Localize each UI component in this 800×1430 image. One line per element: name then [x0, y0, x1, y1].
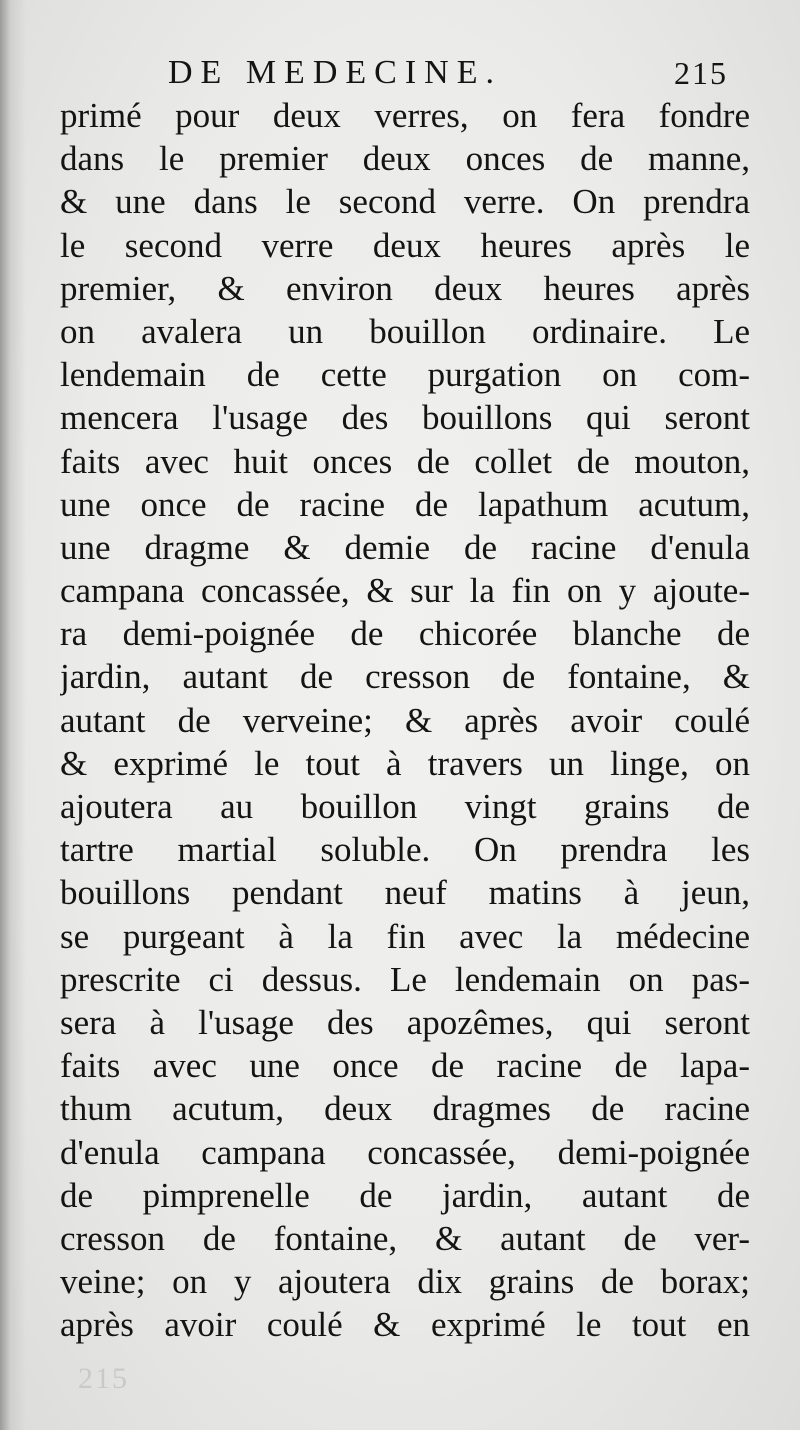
text-line: tartre martial soluble. On prendra les — [60, 830, 750, 870]
text-line: dans le premier deux onces de manne, — [60, 139, 750, 179]
text-line: faits avec huit onces de collet de mouton, — [60, 441, 750, 481]
text-line: bouillons pendant neuf matins à jeun, — [60, 873, 750, 913]
running-title: DE MEDECINE. — [168, 54, 502, 91]
text-line: mencera l'usage des bouillons qui seront — [60, 398, 750, 438]
text-line: & exprimé le tout à travers un linge, on — [60, 743, 750, 783]
show-through-text: 215 — [78, 1362, 129, 1395]
text-line: cresson de fontaine, & autant de ver- — [60, 1218, 750, 1258]
text-line: se purgeant à la fin avec la médecine — [60, 916, 750, 956]
text-line: veine; on y ajoutera dix grains de borax; — [60, 1262, 750, 1302]
text-line: on avalera un bouillon ordinaire. Le — [60, 311, 750, 351]
text-line: & une dans le second verre. On prendra — [60, 182, 750, 222]
text-line: prescrite ci dessus. Le lendemain on pas- — [60, 959, 750, 999]
body-text — [60, 94, 750, 1346]
text-line: de pimprenelle de jardin, autant de — [60, 1175, 750, 1215]
text-line: une dragme & demie de racine d'enula — [60, 527, 750, 567]
text-line: faits avec une once de racine de lapa- — [60, 1046, 750, 1086]
page-number: 215 — [674, 55, 728, 91]
text-line: primé pour deux verres, on fera fondre — [60, 96, 750, 135]
text-line: après avoir coulé & exprimé le tout en — [60, 1305, 750, 1345]
text-line: le second verre deux heures après le — [60, 225, 750, 265]
text-line: premier, & environ deux heures après — [60, 268, 750, 308]
text-line: campana concassée, & sur la fin on y ajoute- — [60, 571, 750, 611]
text-line: ra demi-poignée de chicorée blanche de — [60, 614, 750, 654]
text-line: thum acutum, deux dragmes de racine — [60, 1089, 750, 1129]
text-line: lendemain de cette purgation on com- — [60, 355, 750, 395]
text-line: une once de racine de lapathum acutum, — [60, 484, 750, 524]
text-line: sera à l'usage des apozêmes, qui seront — [60, 1002, 750, 1042]
text-line: d'enula campana concassée, demi-poignée — [60, 1132, 750, 1172]
text-line: autant de verveine; & après avoir coulé — [60, 700, 750, 740]
text-line: jardin, autant de cresson de fontaine, & — [60, 657, 750, 697]
page-header — [168, 48, 728, 98]
text-line: ajoutera au bouillon vingt grains de — [60, 787, 750, 826]
